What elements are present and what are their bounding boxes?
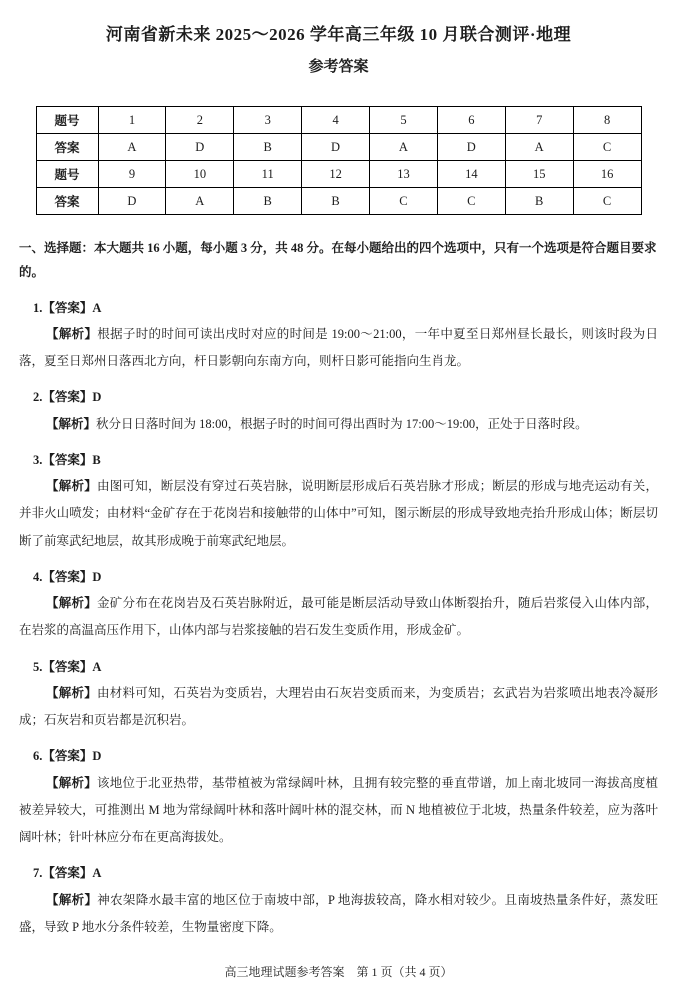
analysis-label: 【解析】 — [46, 892, 98, 907]
item-number: 1. — [33, 300, 43, 315]
analysis-text: 根据子时的时间可读出戌时对应的时间是 19:00～21:00，一年中夏至日郑州昼长最长，则该时段为日落，夏至日郑州日落西北方向，杆日影朝向东南方向，则杆日影可能指向生肖龙。 — [19, 326, 658, 368]
answer-cell: A — [370, 134, 438, 161]
item-number: 6. — [33, 749, 43, 764]
answer-item-1 — [19, 295, 658, 376]
answer-value: A — [92, 659, 102, 674]
row-header-cell: 题号 — [36, 161, 98, 188]
answer-line — [19, 295, 658, 321]
answer-cell: A — [166, 188, 234, 215]
answer-label: 【答案】 — [42, 659, 93, 674]
answer-cell: C — [573, 134, 641, 161]
document-subtitle: 参考答案 — [308, 59, 369, 75]
analysis-label: 【解析】 — [46, 775, 98, 790]
answer-cell: D — [98, 188, 166, 215]
question-number-cell: 6 — [437, 107, 505, 134]
answer-line — [19, 384, 658, 410]
question-number-cell: 3 — [234, 107, 302, 134]
answer-line — [19, 743, 658, 769]
analysis-text: 由材料可知，石英岩为变质岩，大理岩由石灰岩变质而来，为变质岩；玄武岩为岩浆喷出地表冷凝形成；石灰岩和页岩都是沉积岩。 — [19, 685, 658, 727]
analysis-text: 由图可知，断层没有穿过石英岩脉，说明断层形成后石英岩脉才形成；断层的形成与地壳运动有关，并非火山喷发；由材料“金矿存在于花岗岩和接触带的山体中”可知，图示断层的形成导致地壳抬升形成山体；断层切断了前寒武纪地层，故其形成晚于前寒武纪地层。 — [19, 479, 658, 548]
answer-value: A — [92, 300, 102, 315]
answer-item-6 — [19, 743, 658, 851]
answers-list — [19, 295, 658, 942]
answer-value: D — [92, 390, 102, 405]
answer-line — [19, 860, 658, 886]
table-row-question-numbers-2 — [36, 161, 641, 188]
answer-item-4 — [19, 564, 658, 645]
answer-cell: B — [234, 134, 302, 161]
question-number-cell: 9 — [98, 161, 166, 188]
analysis-paragraph — [19, 321, 658, 376]
page-footer: 高三地理试题参考答案 第 1 页（共 4 页） — [224, 965, 453, 979]
answer-cell: A — [505, 134, 573, 161]
question-number-cell: 5 — [370, 107, 438, 134]
item-number: 5. — [33, 659, 43, 674]
analysis-paragraph — [19, 411, 658, 438]
answer-cell: C — [437, 188, 505, 215]
answer-value: A — [92, 866, 102, 881]
analysis-text: 神农架降水最丰富的地区位于南坡中部，P 地海拔较高，降水相对较少。且南坡热量条件好，蒸发旺盛，导致 P 地水分条件较差，生物量密度下降。 — [19, 892, 658, 934]
question-number-cell: 10 — [166, 161, 234, 188]
analysis-paragraph — [19, 590, 658, 645]
answer-cell: B — [234, 188, 302, 215]
section-intro: 一、选择题：本大题共 16 小题，每小题 3 分，共 48 分。在每小题给出的四个选项中，只有一个选项是符合题目要求的。 — [19, 241, 657, 279]
question-number-cell: 12 — [302, 161, 370, 188]
analysis-paragraph — [19, 680, 658, 735]
answer-item-2 — [19, 384, 658, 438]
answer-cell: D — [302, 134, 370, 161]
answer-item-5 — [19, 654, 658, 735]
question-number-cell: 13 — [370, 161, 438, 188]
question-number-cell: 1 — [98, 107, 166, 134]
answer-table — [36, 106, 642, 215]
answer-label: 【答案】 — [42, 390, 93, 405]
table-row-answers-2 — [36, 188, 641, 215]
answer-cell: D — [437, 134, 505, 161]
analysis-label: 【解析】 — [46, 326, 98, 341]
answer-cell: B — [302, 188, 370, 215]
analysis-paragraph — [19, 770, 658, 852]
document-title: 河南省新未来 2025～2026 学年高三年级 10 月联合测评·地理 — [105, 25, 572, 44]
analysis-label: 【解析】 — [46, 416, 97, 431]
analysis-paragraph — [19, 887, 658, 942]
item-number: 3. — [33, 452, 43, 467]
answer-line — [19, 447, 658, 473]
answer-cell: C — [370, 188, 438, 215]
question-number-cell: 4 — [302, 107, 370, 134]
answer-label: 【答案】 — [42, 569, 93, 584]
answer-value: D — [92, 569, 102, 584]
answer-line — [19, 654, 658, 680]
answer-line — [19, 564, 658, 590]
table-row-answers-1 — [36, 134, 641, 161]
row-header-cell: 答案 — [36, 134, 98, 161]
answer-cell: C — [573, 188, 641, 215]
answer-item-7 — [19, 860, 658, 941]
question-number-cell: 8 — [573, 107, 641, 134]
question-number-cell: 7 — [505, 107, 573, 134]
analysis-text: 秋分日日落时间为 18:00，根据子时的时间可得出酉时为 17:00～19:00，正处于日落时段。 — [96, 416, 588, 431]
answer-cell: D — [166, 134, 234, 161]
analysis-label: 【解析】 — [46, 685, 98, 700]
analysis-label: 【解析】 — [46, 479, 98, 493]
answer-value: B — [92, 452, 101, 467]
question-number-cell: 2 — [166, 107, 234, 134]
title-block — [19, 20, 658, 76]
answer-cell: B — [505, 188, 573, 215]
answer-label: 【答案】 — [42, 300, 93, 315]
analysis-label: 【解析】 — [46, 596, 98, 610]
item-number: 2. — [33, 390, 43, 405]
analysis-text: 该地位于北亚热带，基带植被为常绿阔叶林，且拥有较完整的垂直带谱，加上南北坡同一海拔高度植被差异较大，可推测出 M 地为常绿阔叶林和落叶阔叶林的混交林，而 N 地植被位于北坡，热量条件较差，应为落叶阔叶林；针叶林应分布在更高海拔处。 — [19, 775, 658, 844]
row-header-cell: 题号 — [36, 107, 98, 134]
answer-value: D — [92, 749, 102, 764]
table-row-question-numbers-1 — [36, 107, 641, 134]
question-number-cell: 16 — [573, 161, 641, 188]
answer-label: 【答案】 — [42, 452, 93, 467]
answer-label: 【答案】 — [42, 866, 93, 881]
answer-item-3 — [19, 447, 658, 555]
row-header-cell: 答案 — [36, 188, 98, 215]
item-number: 7. — [33, 866, 43, 881]
question-number-cell: 15 — [505, 161, 573, 188]
analysis-text: 金矿分布在花岗岩及石英岩脉附近，最可能是断层活动导致山体断裂抬升，随后岩浆侵入山体内部，在岩浆的高温高压作用下，山体内部与岩浆接触的岩石发生变质作用，形成金矿。 — [19, 596, 658, 638]
analysis-paragraph — [19, 473, 658, 555]
question-number-cell: 11 — [234, 161, 302, 188]
answer-label: 【答案】 — [42, 749, 93, 764]
answer-cell: A — [98, 134, 166, 161]
question-number-cell: 14 — [437, 161, 505, 188]
item-number: 4. — [33, 569, 43, 584]
